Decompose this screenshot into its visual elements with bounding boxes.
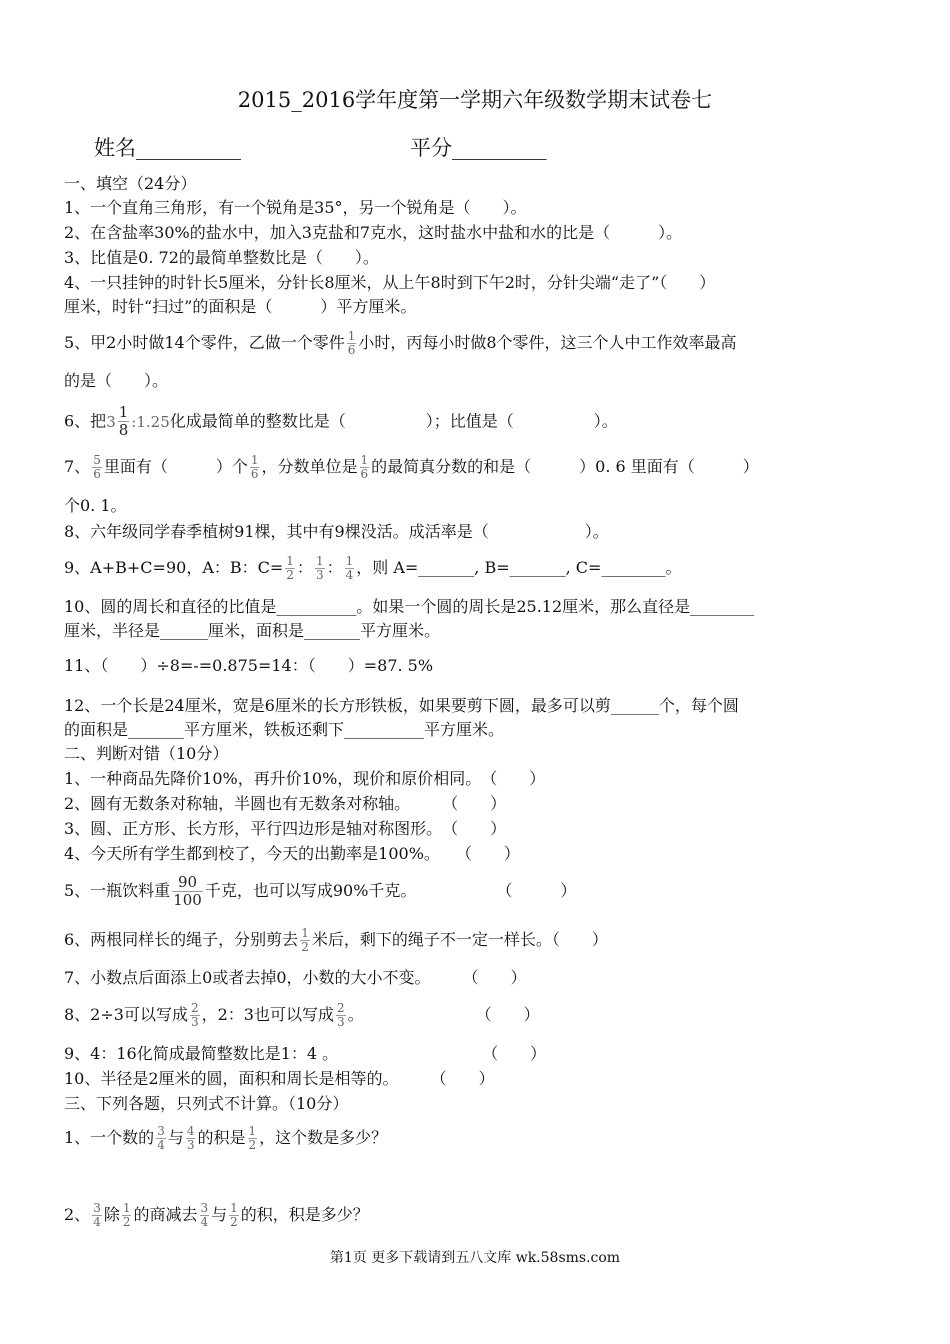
judge-2: 2、圆有无数条对称轴，半圆也有无数条对称轴。 （ ） <box>64 794 507 813</box>
fraction-two-thirds: $\frac{2}{3}$ <box>190 1001 199 1029</box>
judge-6: 6、两根同样长的绳子，分别剪去 $\frac{1}{2}$ 米后，剩下的绳子不一定一样长。（ ） <box>64 926 608 954</box>
judge-9: 9、4：16化简成最简整数比是1：4 。 （ ） <box>64 1044 547 1063</box>
question-1-8: 8、六年级同学春季植树91棵，其中有9棵没活。成活率是（ ）。 <box>64 522 609 541</box>
question-1-12-line2: 的面积是_______平方厘米，铁板还剩下__________平方厘米。 <box>64 720 505 739</box>
question-1-6: 6、把 3 $\frac{1}{8}$ :1.25 化成最简单的整数比是（ ）；比值是（ ）。 <box>64 403 618 439</box>
fraction-one-half: $\frac{1}{2}$ <box>301 926 309 954</box>
question-1-1: 1、一个直角三角形，有一个锐角是35°，另一个锐角是（ ）。 <box>64 198 527 217</box>
question-1-10-line2: 厘米，半径是______厘米，面积是_______平方厘米。 <box>64 621 441 640</box>
calc-1: 1、一个数的 $\frac{3}{4}$ 与 $\frac{4}{3}$ 的积是 $\frac{1}{2}$ ，这个数是多少？ <box>64 1124 388 1152</box>
judge-10: 10、半径是2厘米的圆，面积和周长是相等的。 （ ） <box>64 1069 495 1088</box>
fraction-one-half: $\frac{1}{2}$ <box>230 1201 238 1229</box>
fraction-five-sixths: $\frac{5}{6}$ <box>93 453 101 481</box>
judge-5: 5、一瓶饮料重 $\frac{90}{100}$ 千克，也可以写成90%千克。 （ ） <box>64 873 577 909</box>
fraction-one-half: $\frac{1}{2}$ <box>286 554 294 582</box>
section-1-heading: 一、填空（24分） <box>64 174 197 193</box>
fraction-two-thirds: $\frac{2}{3}$ <box>336 1001 345 1029</box>
fraction-ninety-hundred: $\frac{90}{100}$ <box>173 873 202 909</box>
fraction-one-sixth: $\frac{1}{6}$ <box>250 453 259 481</box>
fraction-three-fourths: $\frac{3}{4}$ <box>93 1201 101 1229</box>
judge-8: 8、2÷3可以写成 $\frac{2}{3}$ ，2：3也可以写成 $\frac{2}{3}$ 。 （ ） <box>64 1001 540 1029</box>
calc-2: 2、 $\frac{3}{4}$ 除 $\frac{1}{2}$ 的商减去 $\frac{3}{4}$ 与 $\frac{1}{2}$ 的积，积是多少？ <box>64 1201 369 1229</box>
judge-3: 3、圆、正方形、长方形，平行四边形是轴对称图形。 （ ） <box>64 819 507 838</box>
question-1-5-line1 <box>64 330 737 357</box>
question-1-4-line2: 厘米，时针“扫过”的面积是（ ）平方厘米。 <box>64 297 417 316</box>
question-1-11: 11、（ ）÷8=-=0.875=14：（ ）=87. 5% <box>64 656 434 675</box>
judge-7: 7、小数点后面添上0或者去掉0，小数的大小不变。 （ ） <box>64 968 527 987</box>
judge-4: 4、今天所有学生都到校了，今天的出勤率是100%。 （ ） <box>64 844 520 863</box>
fraction-one-sixth: $\frac{1}{6}$ <box>360 453 369 481</box>
fraction-one-half: $\frac{1}{2}$ <box>248 1124 257 1152</box>
page-title: 2015_2016学年度第一学期六年级数学期末试卷七 <box>237 88 713 112</box>
section-3-heading: 三、下列各题，只列式不计算。（10分） <box>64 1094 349 1113</box>
question-1-5-line2: 的是（ ）。 <box>64 371 169 390</box>
fraction-one-sixth: $\frac{1}{6}$ <box>347 329 356 357</box>
fraction-one-fourth: $\frac{1}{4}$ <box>345 554 354 582</box>
question-1-10-line1: 10、圆的周长和直径的比值是__________。如果一个圆的周长是25.12厘米，那么直径是________ <box>64 597 755 616</box>
question-1-7-line1: 7、 $\frac{5}{6}$ 里面有（ ）个 $\frac{1}{6}$ ，分数单位是 $\frac{1}{6}$ 的最简真分数的和是（ ）0. 6 里面有（ ） <box>64 453 759 481</box>
question-1-12-line1: 12、一个长是24厘米，宽是6厘米的长方形铁板，如果要剪下圆，最多可以剪______个，每个圆 <box>64 696 739 715</box>
question-1-9: 9、A+B+C=90，A：B：C= $\frac{1}{2}$ ： $\frac{1}{3}$ ： $\frac{1}{4}$ ，则 A=_______, B=_______, C=________。 <box>64 554 682 582</box>
question-1-7-line2: 个0. 1。 <box>64 496 127 515</box>
page-footer: 第1页 更多下载请到五八文库 wk.58sms.com <box>329 1250 621 1266</box>
q5-post: 小时，丙每小时做8个零件，这三个人中工作效率最高 <box>358 333 737 352</box>
question-1-2: 2、在含盐率30%的盐水中，加入3克盐和7克水，这时盐水中盐和水的比是（ ）。 <box>64 223 683 242</box>
q5-pre: 5、甲2小时做14个零件，乙做一个零件 <box>64 333 345 352</box>
mixed-number: 3 $\frac{1}{8}$ :1.25 <box>106 403 170 439</box>
score-field-label: 平分_________ <box>410 136 547 160</box>
fraction-one-third: $\frac{1}{3}$ <box>315 554 324 582</box>
fraction-one-eighth: $\frac{1}{8}$ <box>118 403 129 439</box>
fraction-three-fourths: $\frac{3}{4}$ <box>200 1201 209 1229</box>
fraction-one-half: $\frac{1}{2}$ <box>122 1201 131 1229</box>
question-1-3: 3、比值是0. 72的最简单整数比是（ ）。 <box>64 248 379 267</box>
section-2-heading: 二、判断对错（10分） <box>64 744 229 763</box>
name-field-label: 姓名__________ <box>94 136 241 160</box>
fraction-four-thirds: $\frac{4}{3}$ <box>186 1124 195 1152</box>
judge-1: 1、一种商品先降价10%，再升价10%，现价和原价相同。 （ ） <box>64 769 546 788</box>
fraction-three-fourths: $\frac{3}{4}$ <box>157 1124 165 1152</box>
question-1-4-line1: 4、一只挂钟的时针长5厘米，分针长8厘米，从上午8时到下午2时，分针尖端“走了”（ ） <box>64 273 716 292</box>
